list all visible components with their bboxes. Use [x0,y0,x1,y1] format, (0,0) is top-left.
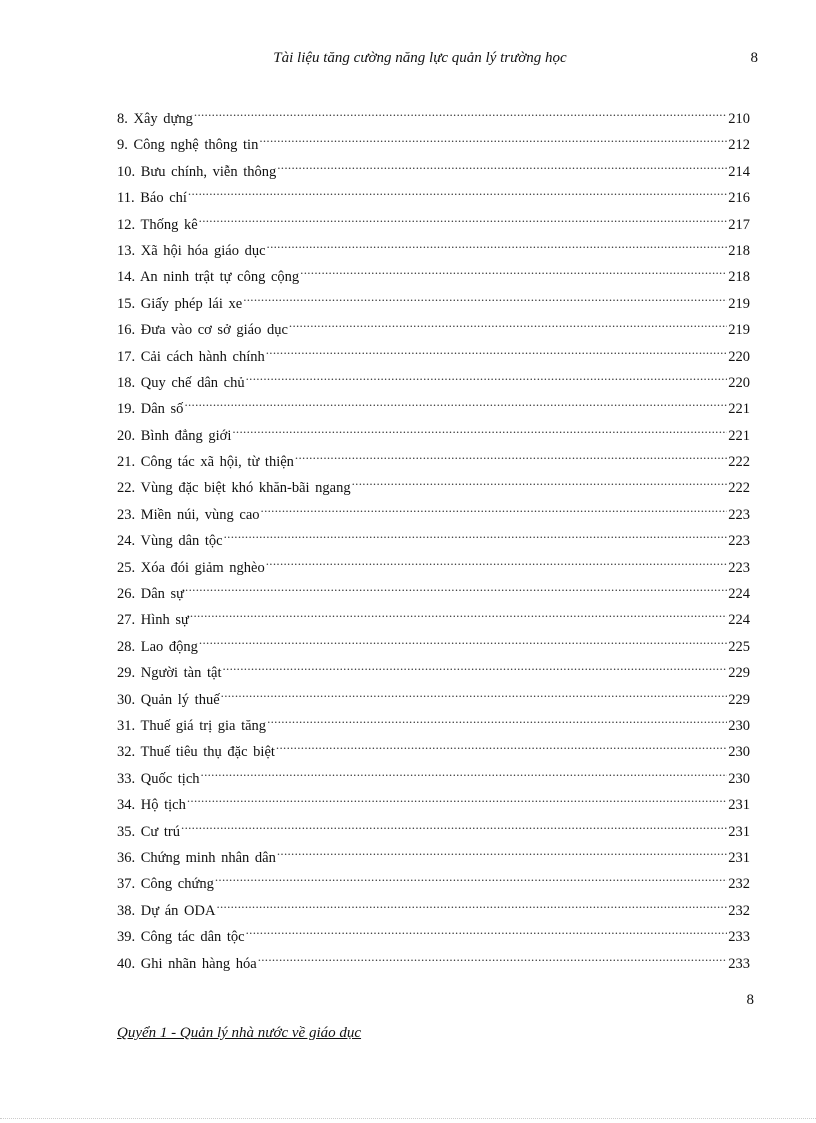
toc-entry-label: 16. Đưa vào cơ sở giáo dục [117,322,288,339]
toc-entry-label: 29. Người tàn tật [117,665,222,682]
toc-entry-label: 15. Giấy phép lái xe [117,295,243,312]
toc-entry-page-number: 233 [728,929,750,946]
toc-dot-leader [243,288,727,308]
toc-entry[interactable] [117,842,750,868]
toc-dot-leader [295,446,727,466]
toc-entry[interactable] [117,763,750,789]
toc-dot-leader [232,420,727,440]
toc-entry-page-number: 214 [728,163,750,180]
toc-entry[interactable] [117,261,750,287]
toc-dot-leader [199,209,728,229]
toc-entry-label: 34. Hộ tịch [117,797,186,814]
toc-entry-page-number: 232 [728,902,750,919]
toc-entry-label: 35. Cư trú [117,823,181,840]
toc-dot-leader [190,604,727,624]
toc-entry-page-number: 231 [728,849,750,866]
toc-entry[interactable] [117,921,750,947]
toc-dot-leader [194,103,727,123]
toc-entry[interactable] [117,367,750,393]
toc-entry-page-number: 231 [728,823,750,840]
toc-entry[interactable] [117,103,750,129]
toc-entry[interactable] [117,314,750,340]
toc-entry[interactable] [117,472,750,498]
toc-entry[interactable] [117,182,750,208]
toc-entry[interactable] [117,209,750,235]
toc-entry[interactable] [117,341,750,367]
toc-entry[interactable] [117,816,750,842]
toc-entry-label: 14. An ninh trật tự công cộng [117,269,300,286]
toc-entry[interactable] [117,895,750,921]
toc-dot-leader [181,816,727,836]
toc-dot-leader [188,182,727,202]
toc-entry[interactable] [117,868,750,894]
toc-entry-label: 25. Xóa đói giảm nghèo [117,559,265,576]
toc-entry[interactable] [117,631,750,657]
toc-entry-label: 13. Xã hội hóa giáo dục [117,242,266,259]
toc-entry-page-number: 231 [728,797,750,814]
toc-entry[interactable] [117,789,750,815]
toc-entry-label: 40. Ghi nhãn hàng hóa [117,955,257,972]
toc-entry-label: 39. Công tác dân tộc [117,929,245,946]
toc-entry-label: 9. Công nghệ thông tin [117,137,259,154]
toc-dot-leader [221,684,728,704]
toc-dot-leader [199,631,727,651]
toc-entry[interactable] [117,578,750,604]
toc-entry-page-number: 222 [728,454,750,471]
toc-entry-page-number: 219 [728,322,750,339]
toc-entry-page-number: 223 [728,506,750,523]
toc-entry-label: 36. Chứng minh nhân dân [117,849,276,866]
toc-entry[interactable] [117,393,750,419]
toc-entry-label: 12. Thống kê [117,216,198,233]
toc-dot-leader [215,868,727,888]
toc-entry-page-number: 221 [728,427,750,444]
toc-dot-leader [246,367,728,387]
toc-entry-page-number: 220 [728,348,750,365]
toc-entry-label: 22. Vùng đặc biệt khó khăn-bãi ngang [117,480,351,497]
running-header-title: Tài liệu tăng cường năng lực quản lý trường học [273,50,567,66]
toc-entry-label: 38. Dự án ODA [117,902,216,919]
toc-entry-page-number: 225 [728,638,750,655]
toc-entry-page-number: 217 [728,216,750,233]
toc-entry[interactable] [117,604,750,630]
toc-entry-label: 11. Báo chí [117,190,187,207]
toc-entry-label: 10. Bưu chính, viễn thông [117,163,277,180]
toc-entry[interactable] [117,552,750,578]
toc-entry-page-number: 230 [728,770,750,787]
toc-dot-leader [187,789,727,809]
toc-dot-leader [277,156,727,176]
toc-dot-leader [266,552,728,572]
toc-entry-page-number: 212 [728,137,750,154]
toc-entry-page-number: 233 [728,955,750,972]
toc-dot-leader [258,948,728,968]
footer-volume-note: Quyển 1 - Quản lý nhà nước về giáo dục [117,1025,362,1041]
table-of-contents [117,103,750,974]
toc-entry[interactable] [117,156,750,182]
toc-dot-leader [289,314,727,334]
toc-entry-page-number: 216 [728,190,750,207]
toc-dot-leader [184,393,727,413]
toc-dot-leader [300,261,727,281]
toc-entry-page-number: 223 [728,559,750,576]
toc-entry-label: 27. Hình sự [117,612,189,629]
toc-dot-leader [267,235,728,255]
toc-entry-page-number: 224 [728,612,750,629]
toc-dot-leader [216,895,727,915]
toc-dot-leader [185,578,727,598]
toc-entry-page-number: 220 [728,374,750,391]
toc-entry-label: 17. Cải cách hành chính [117,348,265,365]
toc-entry-page-number: 218 [728,242,750,259]
toc-entry-label: 24. Vùng dân tộc [117,533,223,550]
toc-entry[interactable] [117,235,750,261]
running-header-page-number: 8 [750,50,758,66]
toc-entry-page-number: 223 [728,533,750,550]
toc-dot-leader [276,736,727,756]
toc-dot-leader [267,710,727,730]
toc-entry-page-number: 230 [728,744,750,761]
toc-dot-leader [266,341,728,361]
toc-entry-label: 37. Công chứng [117,876,214,893]
toc-entry-label: 18. Quy chế dân chủ [117,374,245,391]
toc-entry-label: 31. Thuế giá trị gia tăng [117,717,267,734]
toc-entry-page-number: 229 [728,665,750,682]
toc-entry[interactable] [117,948,750,974]
toc-entry-label: 26. Dân sự [117,586,185,603]
toc-entry[interactable] [117,446,750,472]
toc-entry[interactable] [117,288,750,314]
toc-entry[interactable] [117,499,750,525]
toc-entry[interactable] [117,657,750,683]
toc-entry-page-number: 229 [728,691,750,708]
toc-entry-page-number: 221 [728,401,750,418]
toc-entry-label: 33. Quốc tịch [117,770,200,787]
toc-entry-label: 23. Miền núi, vùng cao [117,506,260,523]
toc-entry[interactable] [117,710,750,736]
page-bottom-divider [0,1118,816,1119]
toc-dot-leader [201,763,728,783]
toc-entry-page-number: 219 [728,295,750,312]
toc-dot-leader [246,921,728,941]
toc-dot-leader [277,842,727,862]
footer-page-number: 8 [746,992,754,1008]
toc-dot-leader [261,499,728,519]
toc-dot-leader [224,525,728,545]
toc-entry-page-number: 222 [728,480,750,497]
toc-entry-page-number: 218 [728,269,750,286]
toc-entry-label: 19. Dân số [117,401,184,418]
toc-entry-label: 20. Bình đẳng giới [117,427,232,444]
toc-entry-label: 21. Công tác xã hội, từ thiện [117,454,294,471]
toc-entry-label: 32. Thuế tiêu thụ đặc biệt [117,744,275,761]
toc-entry-page-number: 224 [728,586,750,603]
toc-entry-label: 8. Xây dựng [117,111,193,127]
toc-entry-label: 30. Quản lý thuế [117,691,220,708]
toc-dot-leader [222,657,727,677]
toc-entry[interactable] [117,736,750,762]
toc-entry-page-number: 210 [728,111,750,127]
toc-entry[interactable] [117,420,750,446]
toc-entry-page-number: 232 [728,876,750,893]
toc-entry-label: 28. Lao động [117,638,198,655]
toc-dot-leader [259,129,727,149]
toc-dot-leader [352,472,728,492]
toc-entry[interactable] [117,525,750,551]
toc-entry[interactable] [117,684,750,710]
toc-entry-page-number: 230 [728,717,750,734]
toc-entry[interactable] [117,129,750,155]
